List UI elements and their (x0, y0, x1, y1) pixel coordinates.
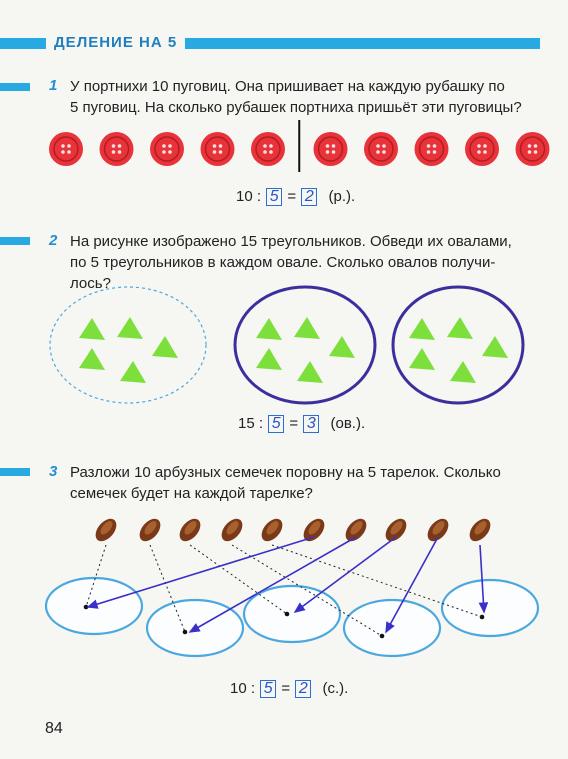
button-hole (67, 150, 71, 154)
triangle-icon (79, 348, 105, 370)
button-hole (263, 150, 267, 154)
triangle-icon (450, 361, 476, 383)
task-1-number: 1 (49, 77, 58, 94)
eq-dividend: 10 : (230, 680, 256, 697)
button-hole (326, 144, 330, 148)
button-hole (263, 144, 267, 148)
eq-divisor-box[interactable]: 5 (268, 415, 284, 433)
triangle-icon (329, 336, 355, 358)
button-hole (528, 150, 532, 154)
button-hole (534, 144, 538, 148)
dashed-oval (50, 287, 206, 403)
triangle-icon (256, 318, 282, 340)
button-hole (168, 150, 172, 154)
plate-icon (46, 578, 142, 634)
button-hole (477, 150, 481, 154)
triangle-icon (120, 361, 146, 383)
button-hole (326, 150, 330, 154)
page-number: 84 (45, 720, 63, 737)
task-2-line-3: лось? (70, 275, 111, 292)
section-title: ДЕЛЕНИЕ НА 5 (46, 34, 185, 51)
button-hole (61, 144, 65, 148)
button-hole (534, 150, 538, 154)
button-hole (433, 144, 437, 148)
task-2-number: 2 (49, 232, 58, 249)
button-hole (213, 144, 217, 148)
eq-divisor-box[interactable]: 5 (260, 680, 276, 698)
button-hole (477, 144, 481, 148)
eq-sign: = (281, 680, 291, 697)
button-hole (376, 150, 380, 154)
task-3-line-1: Разложи 10 арбузных семечек поровну на 5 тарелок. Сколько (70, 464, 501, 481)
task-3-line-2: семечек будет на каждой тарелке? (70, 485, 313, 502)
plate-icon (147, 600, 243, 656)
eq-answer-box[interactable]: 3 (303, 415, 319, 433)
button-hole (168, 144, 172, 148)
task-1-line-1: У портнихи 10 пуговиц. Она пришивает на каждую рубашку по (70, 78, 505, 95)
button-hole (61, 150, 65, 154)
triangle-icon (409, 348, 435, 370)
button-hole (118, 144, 122, 148)
triangle-icon (447, 317, 473, 339)
button-hole (332, 150, 336, 154)
button-hole (269, 144, 273, 148)
plate-icon (344, 600, 440, 656)
triangle-icon (482, 336, 508, 358)
button-hole (433, 150, 437, 154)
eq-answer-box[interactable]: 2 (301, 188, 317, 206)
triangle-icon (79, 318, 105, 340)
triangle-icon (117, 317, 143, 339)
button-hole (219, 144, 223, 148)
triangle-icon (297, 361, 323, 383)
button-hole (483, 150, 487, 154)
eq-unit: (с.). (322, 680, 349, 697)
task-1-line-2: 5 пуговиц. На сколько рубашек портниха пришьёт эти пуговицы? (70, 99, 522, 116)
triangle-icon (409, 318, 435, 340)
button-hole (427, 144, 431, 148)
plate-icon (442, 580, 538, 636)
button-hole (213, 150, 217, 154)
button-hole (162, 144, 166, 148)
button-hole (118, 150, 122, 154)
button-hole (382, 150, 386, 154)
button-hole (112, 144, 116, 148)
task-2-line-1: На рисунке изображено 15 треугольников. Обведи их овалами, (70, 233, 512, 250)
button-hole (382, 144, 386, 148)
button-hole (269, 150, 273, 154)
button-hole (427, 150, 431, 154)
eq-dividend: 15 : (238, 415, 264, 432)
button-hole (112, 150, 116, 154)
task-2-line-2: по 5 треугольников в каждом овале. Сколько овалов получи- (70, 254, 496, 271)
eq-dividend: 10 : (236, 188, 262, 205)
plate-icon (244, 586, 340, 642)
triangle-icon (294, 317, 320, 339)
task-3-number: 3 (49, 463, 58, 480)
button-hole (219, 150, 223, 154)
drawn-oval (393, 287, 523, 403)
button-hole (528, 144, 532, 148)
button-hole (162, 150, 166, 154)
button-hole (376, 144, 380, 148)
button-hole (332, 144, 336, 148)
triangle-icon (256, 348, 282, 370)
eq-answer-box[interactable]: 2 (295, 680, 311, 698)
eq-unit: (р.). (328, 188, 356, 205)
eq-sign: = (287, 188, 297, 205)
triangle-icon (152, 336, 178, 358)
drawn-oval (235, 287, 375, 403)
eq-sign: = (289, 415, 299, 432)
button-hole (67, 144, 71, 148)
eq-unit: (ов.). (330, 415, 366, 432)
button-hole (483, 144, 487, 148)
eq-divisor-box[interactable]: 5 (266, 188, 282, 206)
